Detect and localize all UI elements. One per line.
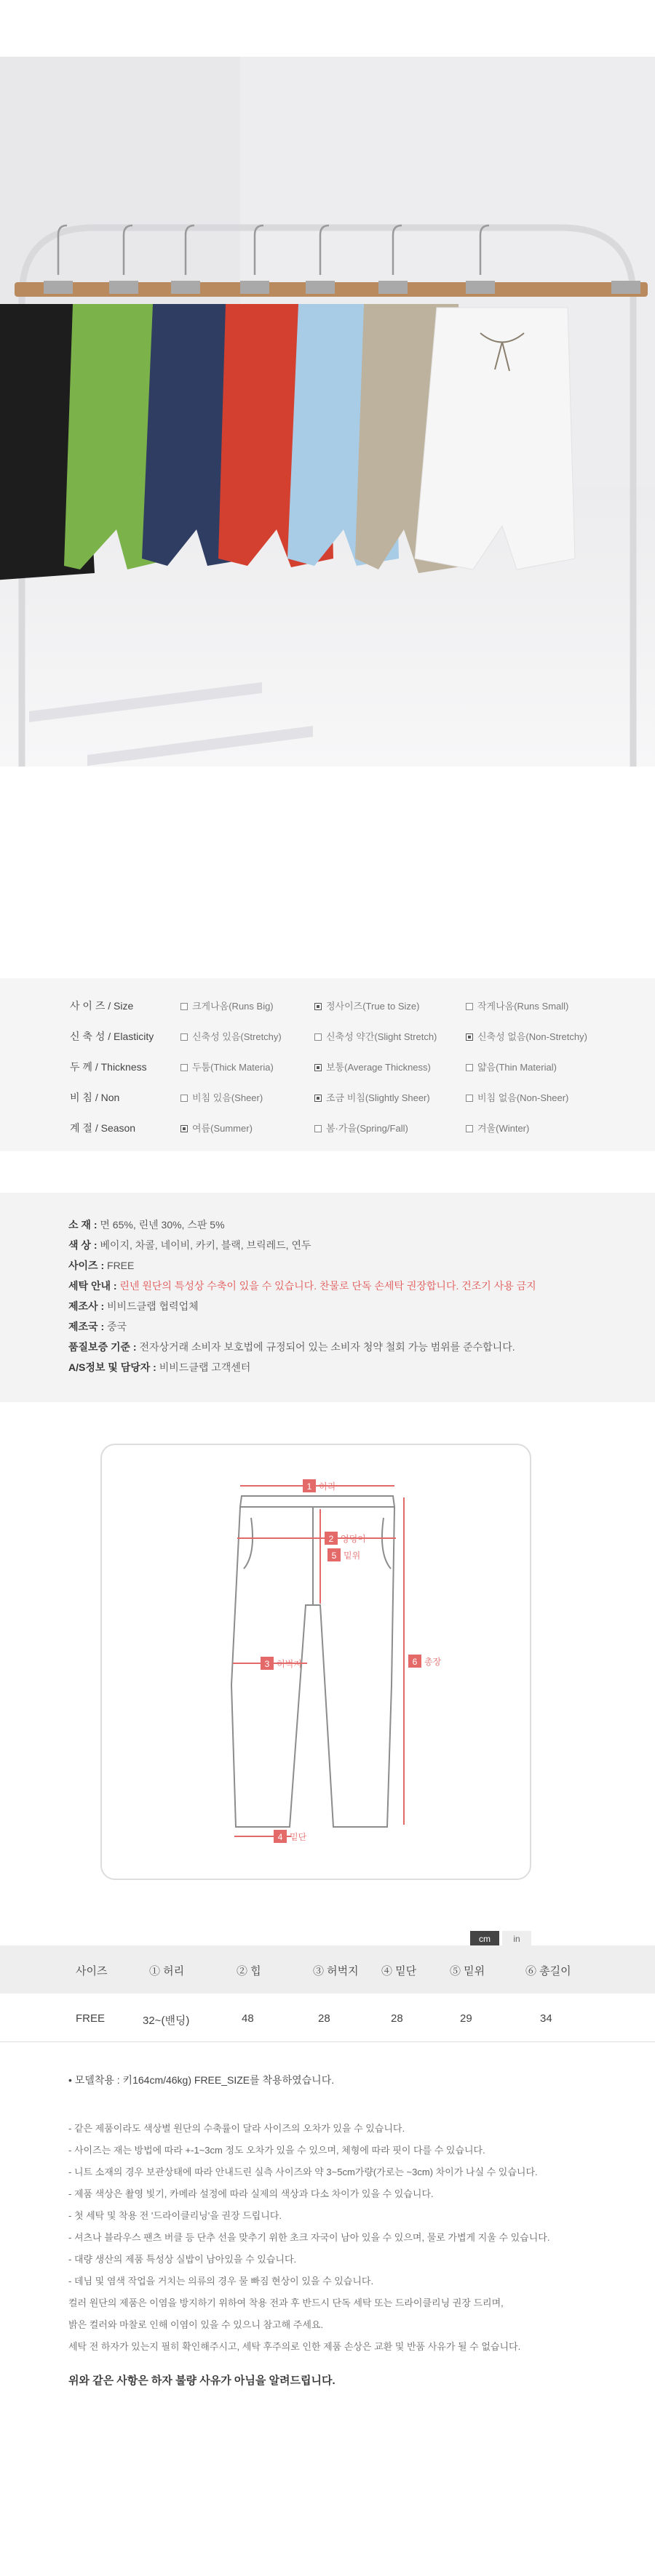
size-cell: 48 xyxy=(242,2012,254,2025)
spec-label: 신 축 성 / Elasticity xyxy=(70,1031,154,1042)
checkbox-icon xyxy=(466,1095,473,1102)
spec-row-sheer xyxy=(0,1081,655,1111)
info-as: A/S정보 및 담당자 : 비비드클랩 고객센터 xyxy=(68,1361,251,1373)
checkbox-icon xyxy=(466,1125,473,1132)
spec-label: 두 께 / Thickness xyxy=(70,1061,147,1073)
spec-table xyxy=(0,978,655,1151)
spec-label: 계 절 / Season xyxy=(70,1122,136,1134)
note-line: - 제품 색상은 촬영 빛기, 카메라 설정에 따라 실제의 색상과 다소 차이가 있을 수 있습니다. xyxy=(68,2188,434,2199)
size-header: ⑥ 총길이 xyxy=(525,1965,571,1977)
note-line: 세탁 전 하자가 있는지 필히 확인해주시고, 세탁 후주의로 인한 제품 손상은 교환 및 반품 사유가 될 수 없습니다. xyxy=(68,2341,521,2352)
dim-1-number: 1 xyxy=(306,1481,312,1492)
checkbox-icon xyxy=(180,1003,188,1010)
dim-1-label: 허리 xyxy=(319,1481,336,1492)
size-header: ② 힙 xyxy=(237,1965,261,1977)
checkbox-checked-icon xyxy=(314,1095,322,1102)
size-cell: 29 xyxy=(460,2012,472,2025)
measurement-diagram xyxy=(100,1444,531,1880)
info-size: 사이즈 : FREE xyxy=(68,1260,135,1271)
size-cell: 32~(밴딩) xyxy=(143,2015,190,2027)
info-origin: 제조국 : 중국 xyxy=(68,1321,127,1332)
spec-label: 사 이 즈 / Size xyxy=(70,1000,134,1012)
checkbox-icon xyxy=(180,1095,188,1102)
info-washing: 세탁 안내 : 린넨 원단의 특성상 수축이 있을 수 있습니다. 찬물로 단독 손세탁 권장합니다. 건조기 사용 금지 xyxy=(68,1280,536,1292)
spec-option: 여름(Summer) xyxy=(180,1121,253,1135)
shorts-on-rack-image xyxy=(0,57,655,767)
note-line: - 같은 제품이라도 색상별 원단의 수축률이 달라 사이즈의 오차가 있을 수 있습니다. xyxy=(68,2123,405,2134)
spec-option: 얇음(Thin Material) xyxy=(466,1060,557,1073)
dim-2-number: 2 xyxy=(328,1534,334,1544)
checkbox-checked-icon xyxy=(314,1064,322,1071)
dim-4-number: 4 xyxy=(277,1832,283,1842)
spec-row-season xyxy=(0,1112,655,1141)
size-table-header xyxy=(0,1945,655,1993)
note-line: 밝은 컬러와 마찰로 인해 이염이 있을 수 있으니 참고해 주세요. xyxy=(68,2319,324,2330)
spec-option: 겨울(Winter) xyxy=(466,1121,529,1135)
size-header: ④ 밑단 xyxy=(381,1965,417,1977)
size-header: ⑤ 밑위 xyxy=(450,1965,485,1977)
info-warranty: 품질보증 기준 : 전자상거래 소비자 보호법에 규정되어 있는 소비자 청약 철회 가능 범위를 준수합니다. xyxy=(68,1341,515,1353)
product-photo xyxy=(0,57,655,767)
note-line: - 셔츠나 블라우스 팬츠 버클 등 단추 선을 맞추기 위한 초크 자국이 남아 있을 수 있으며, 물로 가볍게 지울 수 있습니다. xyxy=(68,2232,550,2243)
spec-row-size xyxy=(0,990,655,1019)
info-fabric: 소 재 : 면 65%, 린넨 30%, 스판 5% xyxy=(68,1219,225,1231)
note-line: - 데님 및 염색 작업을 거치는 의류의 경우 물 빠짐 현상이 있을 수 있습니다. xyxy=(68,2276,374,2287)
dim-5-number: 5 xyxy=(331,1551,337,1561)
spec-option: 작게나옴(Runs Small) xyxy=(466,999,568,1012)
note-line: - 사이즈는 재는 방법에 따라 +-1~3cm 정도 오차가 있을 수 있으며, 체형에 따라 핏이 다를 수 있습니다. xyxy=(68,2145,485,2156)
checkbox-icon xyxy=(180,1033,188,1041)
checkbox-checked-icon xyxy=(466,1033,473,1041)
note-line: - 첫 세탁 및 착용 전 '드라이클리닝'을 권장 드립니다. xyxy=(68,2210,282,2221)
checkbox-icon xyxy=(314,1125,322,1132)
model-note: • 모델착용 : 키164cm/46kg) FREE_SIZE를 착용하였습니다. xyxy=(68,2074,335,2086)
spec-option: 신축성 없음(Non-Stretchy) xyxy=(466,1029,587,1043)
dim-5-label: 밑위 xyxy=(344,1551,361,1561)
size-cell: 28 xyxy=(391,2012,403,2025)
spec-option: 비침 없음(Non-Sheer) xyxy=(466,1090,568,1104)
info-maker: 제조사 : 비비드클랩 협력업체 xyxy=(68,1300,199,1312)
material-info xyxy=(0,1193,655,1402)
notes-footer: 위와 같은 사항은 하자 불량 사유가 아님을 알려드립니다. xyxy=(68,2375,336,2387)
size-header: ③ 허벅지 xyxy=(313,1965,359,1977)
dim-6-number: 6 xyxy=(412,1657,418,1667)
size-cell: 34 xyxy=(540,2012,552,2025)
spec-row-elasticity xyxy=(0,1020,655,1049)
size-cell: 28 xyxy=(318,2012,330,2025)
spec-option: 봄·가을(Spring/Fall) xyxy=(314,1121,408,1135)
checkbox-icon xyxy=(314,1033,322,1041)
size-header: 사이즈 xyxy=(76,1965,108,1977)
size-cell: FREE xyxy=(76,2012,106,2025)
checkbox-icon xyxy=(466,1064,473,1071)
spec-option: 신축성 약간(Slight Stretch) xyxy=(314,1029,437,1043)
dim-3-label: 허벅지 xyxy=(277,1659,302,1669)
dim-2-label: 엉덩이 xyxy=(341,1534,366,1544)
spec-option: 두툼(Thick Materia) xyxy=(180,1060,274,1073)
spec-option: 정사이즈(True to Size) xyxy=(314,999,420,1012)
checkbox-icon xyxy=(466,1003,473,1010)
size-table-row xyxy=(0,1993,655,2042)
spec-option: 크게나옴(Runs Big) xyxy=(180,999,274,1012)
info-colors: 색 상 : 베이지, 차콜, 네이비, 카키, 블랙, 브릭레드, 연두 xyxy=(68,1239,311,1251)
checkbox-icon xyxy=(180,1064,188,1071)
spec-label: 비 침 / Non xyxy=(70,1092,120,1103)
unit-cm-button[interactable]: cm xyxy=(470,1931,499,1947)
dim-3-number: 3 xyxy=(264,1659,270,1669)
dim-6-label: 총장 xyxy=(424,1657,442,1667)
note-line: 컬러 원단의 제품은 이염을 방지하기 위하여 착용 전과 후 반드시 단독 세탁 또는 드라이클리닝 권장 드리며, xyxy=(68,2297,504,2308)
spec-option: 보통(Average Thickness) xyxy=(314,1060,431,1073)
spec-option: 조금 비침(Slightly Sheer) xyxy=(314,1090,430,1104)
checkbox-checked-icon xyxy=(180,1125,188,1132)
pants-diagram xyxy=(102,1445,530,1879)
spec-option: 신축성 있음(Stretchy) xyxy=(180,1029,282,1043)
note-line: - 니트 소재의 경우 보관상태에 따라 안내드린 실측 사이즈와 약 3~5cm가량(가로는 ~3cm) 차이가 나실 수 있습니다. xyxy=(68,2167,538,2177)
spec-row-thickness xyxy=(0,1051,655,1080)
checkbox-checked-icon xyxy=(314,1003,322,1010)
unit-in-button[interactable]: in xyxy=(502,1931,531,1947)
note-line: - 대량 생산의 제품 특성상 실밥이 남아있을 수 있습니다. xyxy=(68,2254,297,2265)
dim-4-label: 밑단 xyxy=(290,1832,307,1842)
spec-option: 비침 있음(Sheer) xyxy=(180,1090,263,1104)
size-header: ① 허리 xyxy=(149,1965,185,1977)
